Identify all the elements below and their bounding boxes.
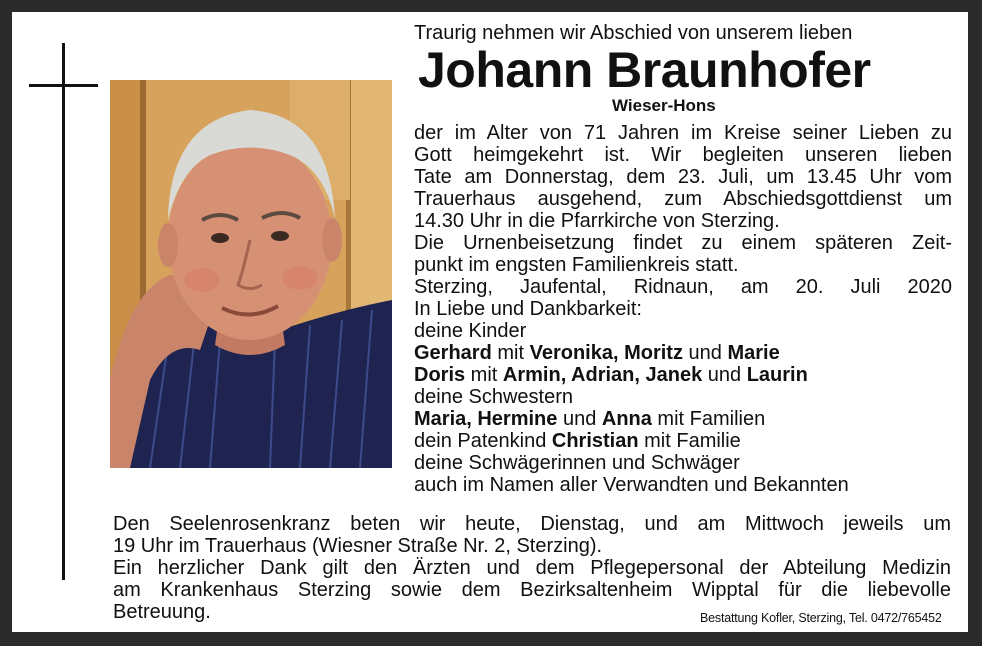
body-line: Tate am Donnerstag, dem 23. Juli, um 13.45 Uhr vom [414, 166, 952, 188]
bottom-line: am Krankenhaus Sterzing sowie dem Bezirksaltenheim Wipptal für die liebevolle [113, 579, 951, 601]
body-line: Die Urnenbeisetzung findet zu einem späteren Zeit- [414, 232, 952, 254]
bottom-line: Den Seelenrosenkranz beten wir heute, Dienstag, und am Mittwoch jeweils um [113, 513, 951, 535]
bottom-line: 19 Uhr im Trauerhaus (Wiesner Straße Nr. 2, Sterzing). [113, 535, 603, 557]
bottom-line: Betreuung. [113, 601, 211, 623]
greeting: In Liebe und Dankbarkeit: [414, 298, 642, 320]
cross-icon-bar [29, 84, 98, 87]
children-label: deine Kinder [414, 320, 527, 342]
sisters-line: Maria, Hermine und Anna mit Familien [414, 408, 766, 430]
nickname: Wieser-Hons [612, 96, 716, 115]
place-date: Sterzing, Jaufental, Ridnaun, am 20. Juli 2020 [414, 276, 952, 298]
funeral-home-credit: Bestattung Kofler, Sterzing, Tel. 0472/765452 [700, 611, 942, 625]
cross-icon [62, 43, 65, 580]
inlaws-line: deine Schwägerinnen und Schwäger [414, 452, 740, 474]
deceased-name: Johann Braunhofer [418, 42, 871, 98]
bottom-line: Ein herzlicher Dank gilt den Ärzten und dem Pflegepersonal der Abteilung Medizin [113, 557, 951, 579]
family-line: Gerhard mit Veronika, Moritz und Marie [414, 342, 780, 364]
godchild-line: dein Patenkind Christian mit Familie [414, 430, 741, 452]
body-line: Trauerhaus ausgehend, zum Abschiedsgottdienst um [414, 188, 952, 210]
intro-text: Traurig nehmen wir Abschied von unserem lieben [414, 22, 853, 44]
portrait-photo [110, 80, 392, 468]
body-line: der im Alter von 71 Jahren im Kreise seiner Lieben zu [414, 122, 952, 144]
sisters-label: deine Schwestern [414, 386, 573, 408]
announcement-text [414, 122, 952, 496]
body-line: 14.30 Uhr in die Pfarrkirche von Sterzing. [414, 210, 780, 232]
family-line: Doris mit Armin, Adrian, Janek und Laurin [414, 364, 808, 386]
rosary-and-thanks-text [113, 513, 951, 623]
body-line: Gott heimgekehrt ist. Wir begleiten unseren lieben [414, 144, 952, 166]
body-line: punkt im engsten Familienkreis statt. [414, 254, 739, 276]
relatives-line: auch im Namen aller Verwandten und Bekannten [414, 474, 849, 496]
